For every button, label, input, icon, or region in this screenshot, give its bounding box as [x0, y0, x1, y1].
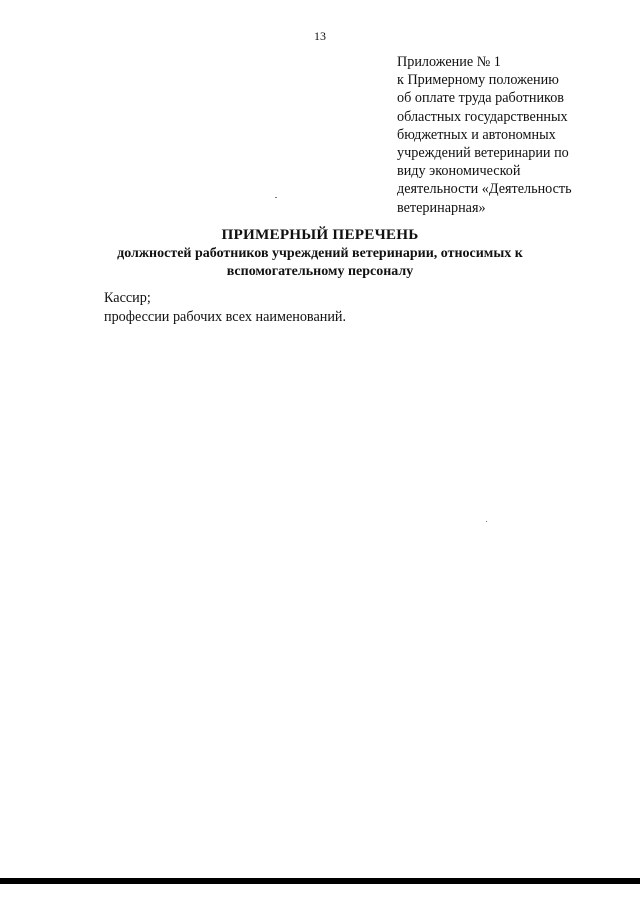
appendix-line: к Примерному положению — [397, 72, 559, 89]
appendix-line: бюджетных и автономных — [397, 126, 556, 143]
list-item: Кассир; — [104, 290, 151, 306]
appendix-line: учреждений ветеринарии по — [397, 145, 569, 162]
document-title: ПРИМЕРНЫЙ ПЕРЕЧЕНЬ — [221, 226, 419, 243]
scan-speck — [486, 521, 487, 522]
document-subtitle-line: должностей работников учреждений ветеринарии, относимых к — [117, 246, 523, 261]
document-title-block — [0, 225, 640, 280]
list-item: профессии рабочих всех наименований. — [104, 309, 347, 325]
appendix-line: деятельности «Деятельность — [397, 181, 572, 198]
position-list — [104, 289, 346, 327]
document-subtitle-line: вспомогательному персоналу — [226, 263, 414, 279]
scan-bottom-border — [0, 878, 640, 884]
scan-speck — [275, 197, 277, 198]
appendix-line: об оплате труда работников — [397, 90, 565, 107]
appendix-line: ветеринарная» — [397, 199, 486, 216]
page-number: 13 — [314, 29, 326, 43]
appendix-line: виду экономической — [397, 163, 521, 180]
appendix-line: Приложение № 1 — [397, 54, 501, 70]
appendix-line: областных государственных — [397, 108, 568, 125]
appendix-header — [397, 53, 622, 217]
